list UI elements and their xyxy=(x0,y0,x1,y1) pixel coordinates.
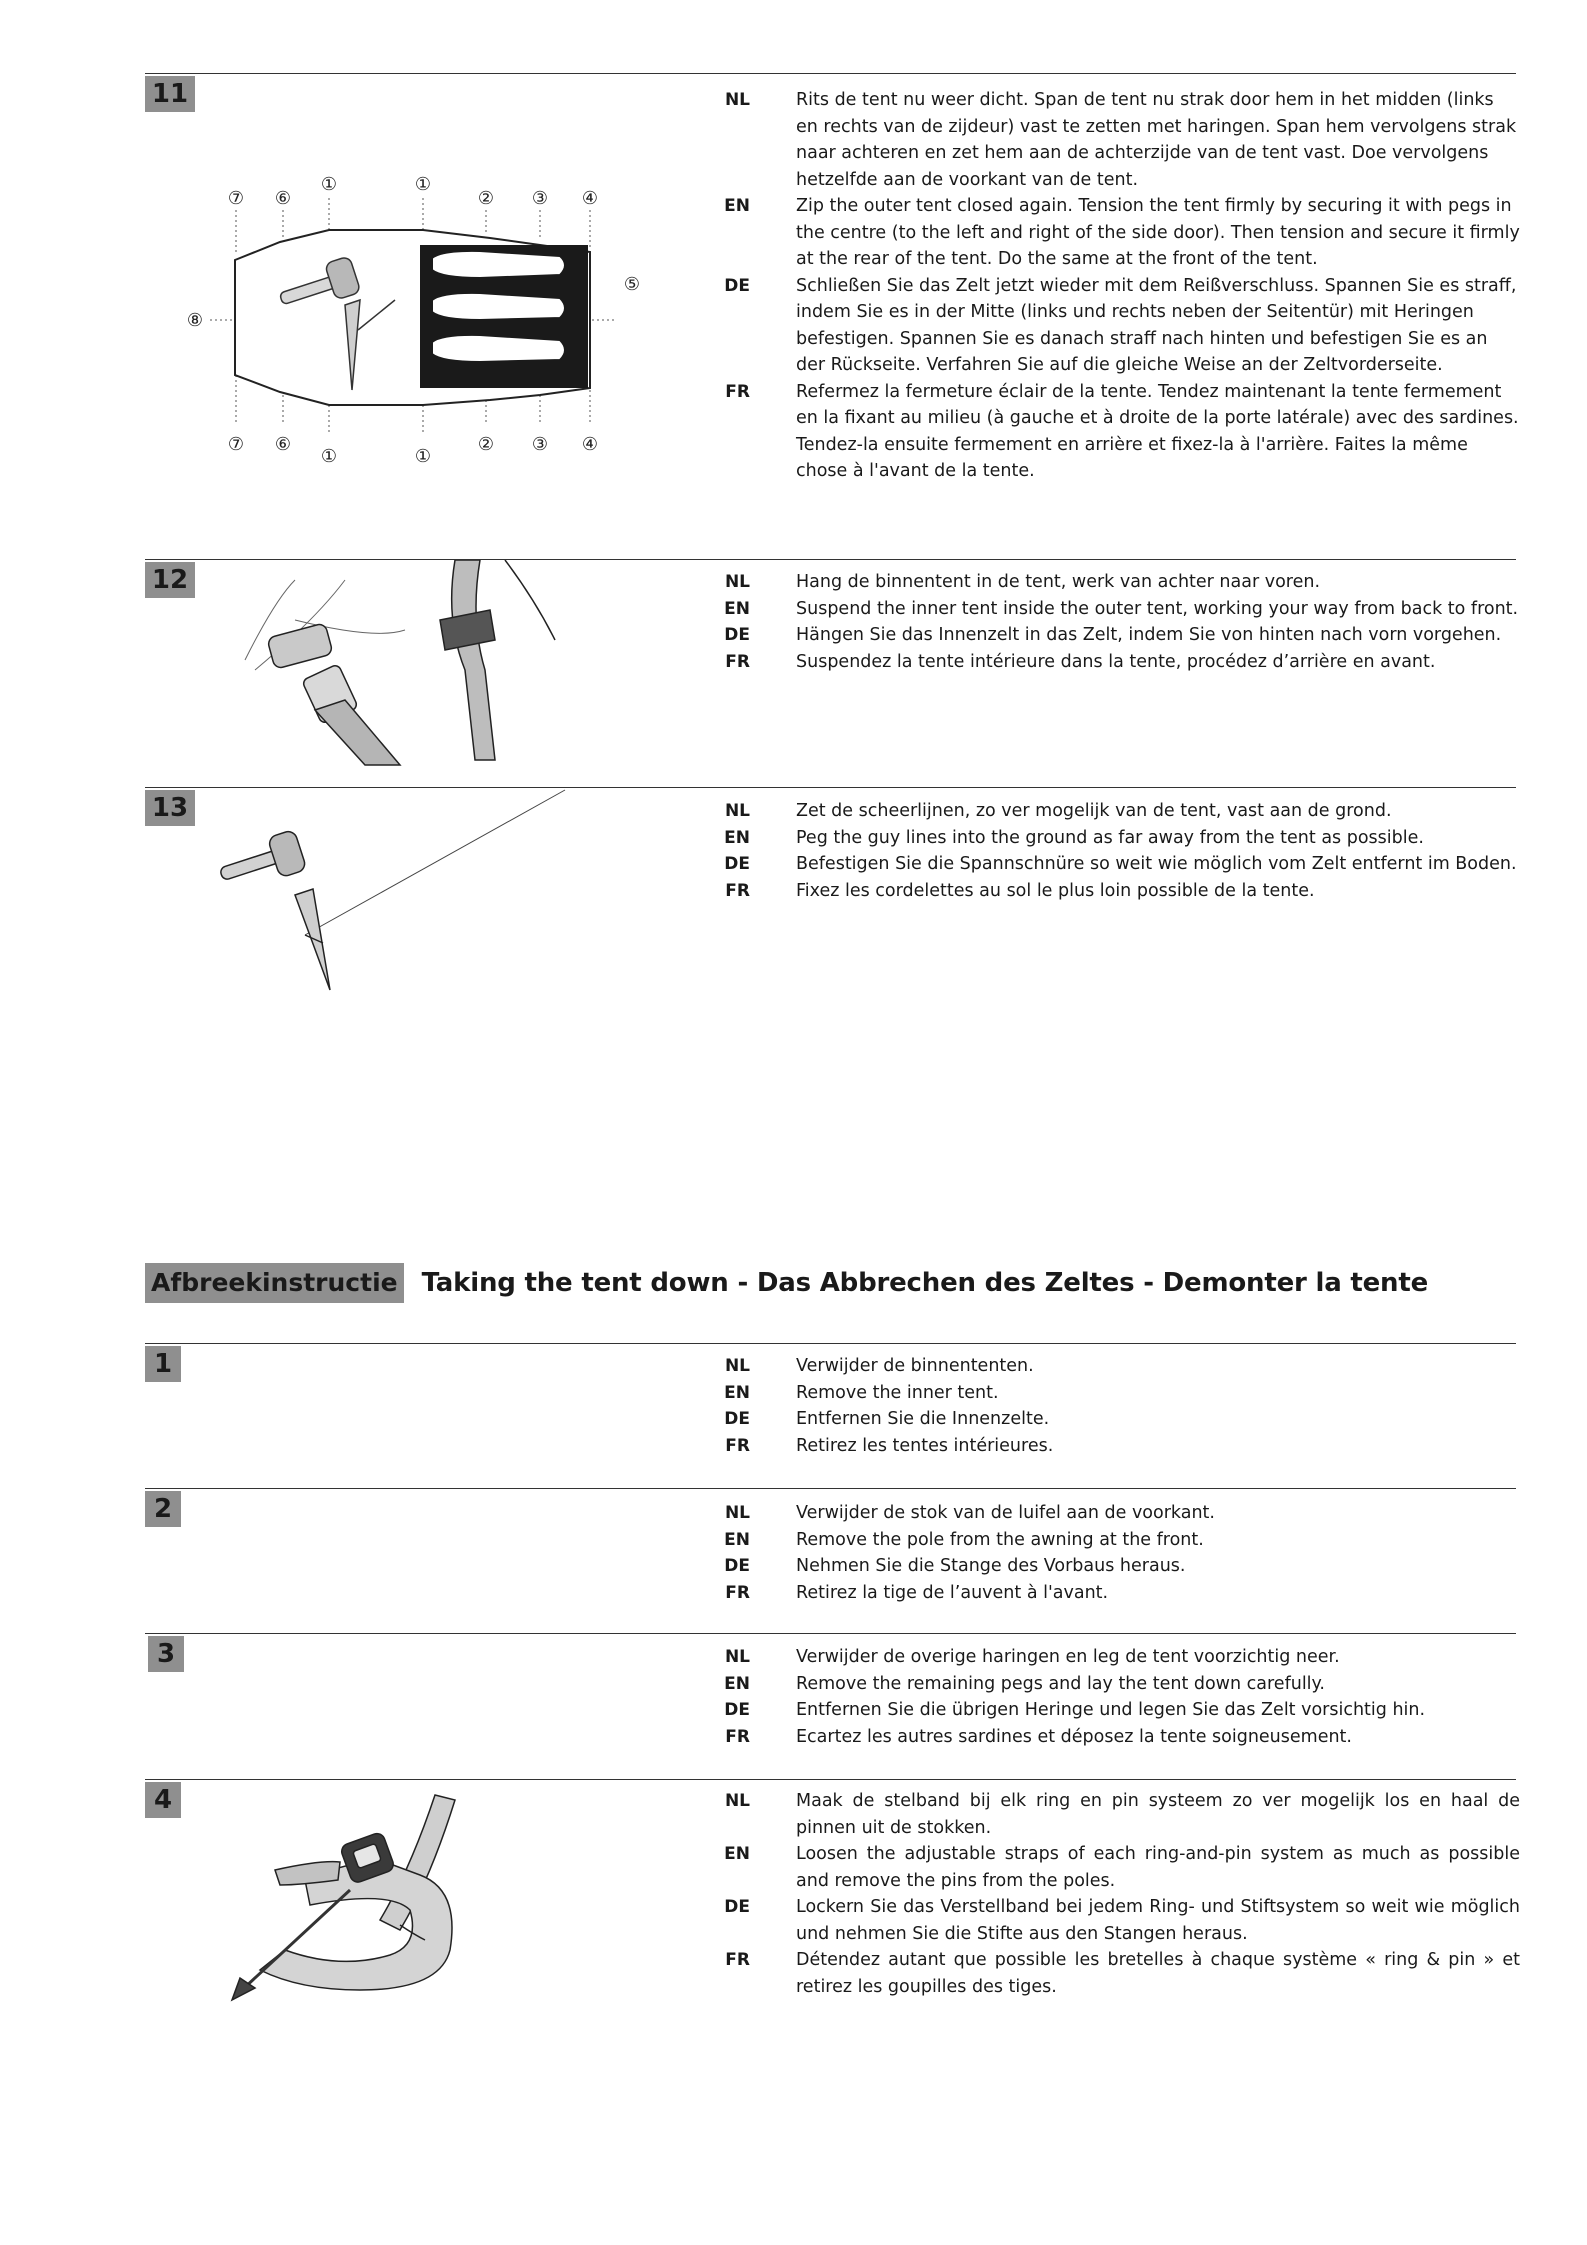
instruction-texts xyxy=(660,1788,1520,2000)
lang-row-en xyxy=(660,596,1520,623)
language-code: EN xyxy=(724,1673,750,1694)
lang-row-en xyxy=(660,825,1520,852)
instruction-text: Zip the outer tent closed again. Tension the tent firmly by securing it with pegs in the centre (to the left and right of the side door). Then tension and secure it firmly at the rear of the tent. Do the same at the front of the tent. xyxy=(796,196,1520,269)
divider xyxy=(145,1343,1516,1344)
lang-row-de xyxy=(660,1697,1520,1724)
callout-label: ① xyxy=(414,446,432,467)
language-code: FR xyxy=(725,1435,750,1456)
lang-row-nl xyxy=(660,798,1520,825)
language-code: NL xyxy=(724,1647,750,1667)
lang-row-en xyxy=(660,193,1520,273)
instruction-text: Verwijder de binnententen. xyxy=(796,1356,1034,1376)
lang-row-fr xyxy=(660,649,1520,676)
language-code: FR xyxy=(725,1950,750,1970)
callout-label: ④ xyxy=(581,188,599,209)
divider xyxy=(145,1779,1516,1780)
instruction-text: Remove the remaining pegs and lay the tent down carefully. xyxy=(796,1673,1325,1694)
instruction-text: Retirez les tentes intérieures. xyxy=(796,1435,1054,1456)
lang-row-fr xyxy=(660,1947,1520,2000)
language-code: EN xyxy=(724,196,750,216)
step-number: 2 xyxy=(145,1491,181,1527)
instruction-texts xyxy=(660,569,1520,675)
lang-row-en xyxy=(660,1841,1520,1894)
language-code: EN xyxy=(724,1382,750,1403)
step-number: 11 xyxy=(145,76,195,112)
lang-row-nl xyxy=(660,1500,1520,1527)
section-header xyxy=(145,1263,1428,1303)
instruction-texts xyxy=(660,798,1520,904)
callout-label: ⑦ xyxy=(227,188,245,209)
instruction-text: Lockern Sie das Verstellband bei jedem Ring- und Stiftsystem so weit wie möglich und nehmen Sie die Stifte aus den Stangen heraus. xyxy=(796,1897,1520,1944)
instruction-text: Nehmen Sie die Stange des Vorbaus heraus. xyxy=(796,1556,1186,1576)
callout-label: ② xyxy=(477,434,495,455)
instruction-text: Hang de binnentent in de tent, werk van achter naar voren. xyxy=(796,572,1321,592)
language-code: FR xyxy=(725,381,750,402)
callout-label: ③ xyxy=(531,188,549,209)
lang-row-de xyxy=(660,622,1520,649)
lang-row-fr xyxy=(660,878,1520,905)
language-code: DE xyxy=(724,625,750,645)
lang-row-nl xyxy=(660,1788,1520,1841)
divider xyxy=(145,1633,1516,1634)
language-code: DE xyxy=(724,1700,750,1720)
instruction-text: Befestigen Sie die Spannschnüre so weit wie möglich vom Zelt entfernt im Boden. xyxy=(796,854,1517,874)
lang-row-nl xyxy=(660,1353,1520,1380)
language-code: NL xyxy=(724,1791,750,1811)
step-number: 1 xyxy=(145,1346,181,1382)
lang-row-de xyxy=(660,1894,1520,1947)
lang-row-en xyxy=(660,1671,1520,1698)
step-number: 12 xyxy=(145,562,195,598)
callout-label: ① xyxy=(320,446,338,467)
lang-row-nl xyxy=(660,87,1520,193)
callout-label: ② xyxy=(477,188,495,209)
language-code: EN xyxy=(724,1529,750,1550)
language-code: NL xyxy=(724,1503,750,1523)
lang-row-nl xyxy=(660,1644,1520,1671)
instruction-text: Détendez autant que possible les bretelles à chaque système « ring & pin » et retirez les goupilles des tiges. xyxy=(796,1950,1520,1997)
callout-label: ⑧ xyxy=(186,310,204,331)
step-number: 4 xyxy=(145,1782,181,1818)
lang-row-nl xyxy=(660,569,1520,596)
instruction-text: Entfernen Sie die übrigen Heringe und legen Sie das Zelt vorsichtig hin. xyxy=(796,1700,1426,1720)
lang-row-fr xyxy=(660,379,1520,485)
lang-row-de xyxy=(660,1406,1520,1433)
lang-row-fr xyxy=(660,1433,1520,1460)
callout-label: ⑤ xyxy=(623,274,641,295)
language-code: EN xyxy=(724,827,750,848)
language-code: DE xyxy=(724,1556,750,1576)
callout-label: ④ xyxy=(581,434,599,455)
language-code: EN xyxy=(724,1844,750,1864)
language-code: FR xyxy=(725,1582,750,1603)
language-code: DE xyxy=(724,275,750,296)
instruction-text: Retirez la tige de l’auvent à l'avant. xyxy=(796,1582,1109,1603)
lang-row-fr xyxy=(660,1724,1520,1751)
instruction-text: Remove the pole from the awning at the front. xyxy=(796,1529,1204,1550)
lang-row-de xyxy=(660,273,1520,379)
instruction-text: Hängen Sie das Innenzelt in das Zelt, indem Sie von hinten nach vorn vorgehen. xyxy=(796,625,1502,645)
lang-row-fr xyxy=(660,1580,1520,1607)
section-title: Taking the tent down - Das Abbrechen des Zeltes - Demonter la tente xyxy=(421,1268,1429,1298)
language-code: FR xyxy=(725,880,750,901)
callout-label: ⑥ xyxy=(274,188,292,209)
language-code: EN xyxy=(724,598,750,619)
callout-label: ⑦ xyxy=(227,434,245,455)
callout-label: ① xyxy=(320,174,338,195)
language-code: FR xyxy=(725,1726,750,1747)
step-number: 3 xyxy=(148,1636,184,1672)
language-code: DE xyxy=(724,854,750,874)
section-badge: Afbreekinstructie xyxy=(145,1263,404,1303)
guy-line-peg-illustration xyxy=(205,785,570,1000)
instruction-text: Maak de stelband bij elk ring en pin systeem zo ver mogelijk los en haal de pinnen uit de stokken. xyxy=(796,1791,1520,1838)
instruction-texts xyxy=(660,1644,1520,1750)
instruction-text: Refermez la fermeture éclair de la tente. Tendez maintenant la tente fermement en la fixant au milieu (à gauche et à droite de la porte latérale) avec des sardines. Tendez-la ensuite fermement en arrière et fixez-la à l'arrière. Faites la même chose à l'avant de la tente. xyxy=(796,381,1519,481)
language-code: NL xyxy=(724,801,750,821)
divider xyxy=(145,73,1516,74)
instruction-text: Ecartez les autres sardines et déposez la tente soigneusement. xyxy=(796,1726,1352,1747)
instruction-text: Fixez les cordelettes au sol le plus loin possible de la tente. xyxy=(796,880,1315,901)
step-number: 13 xyxy=(145,790,195,826)
instruction-texts xyxy=(660,1353,1520,1459)
instruction-text: Loosen the adjustable straps of each ring-and-pin system as much as possible and remove the pins from the poles. xyxy=(796,1844,1520,1891)
instruction-text: Peg the guy lines into the ground as far away from the tent as possible. xyxy=(796,827,1424,848)
language-code: DE xyxy=(724,1409,750,1429)
lang-row-de xyxy=(660,1553,1520,1580)
callout-label: ⑥ xyxy=(274,434,292,455)
lang-row-de xyxy=(660,851,1520,878)
instruction-text: Rits de tent nu weer dicht. Span de tent nu strak door hem in het midden (links en rechts van de zijdeur) vast te zetten met haringen. Span hem vervolgens strak naar achteren en zet hem aan de achterzijde van de tent vast. Doe vervolgens hetzelfde aan de voorkant van de tent. xyxy=(796,90,1517,190)
instruction-text: Entfernen Sie die Innenzelte. xyxy=(796,1409,1050,1429)
callout-label: ① xyxy=(414,174,432,195)
language-code: NL xyxy=(724,572,750,592)
lang-row-en xyxy=(660,1527,1520,1554)
language-code: NL xyxy=(724,1356,750,1376)
ring-pin-strap-illustration xyxy=(230,1790,480,2015)
language-code: DE xyxy=(724,1897,750,1917)
instruction-text: Verwijder de stok van de luifel aan de voorkant. xyxy=(796,1503,1215,1523)
instruction-texts xyxy=(660,1500,1520,1606)
language-code: NL xyxy=(724,90,750,110)
instruction-text: Suspendez la tente intérieure dans la tente, procédez d’arrière en avant. xyxy=(796,651,1436,672)
instruction-text: Suspend the inner tent inside the outer tent, working your way from back to front. xyxy=(796,598,1519,619)
instruction-text: Remove the inner tent. xyxy=(796,1382,999,1403)
divider xyxy=(145,1488,1516,1489)
instruction-text: Verwijder de overige haringen en leg de tent voorzichtig neer. xyxy=(796,1647,1340,1667)
callout-label: ③ xyxy=(531,434,549,455)
instruction-texts xyxy=(660,87,1520,485)
lang-row-en xyxy=(660,1380,1520,1407)
inner-tent-buckle-illustration xyxy=(235,560,565,770)
instruction-text: Zet de scheerlijnen, zo ver mogelijk van de tent, vast aan de grond. xyxy=(796,801,1392,821)
language-code: FR xyxy=(725,651,750,672)
tent-pegging-diagram xyxy=(180,160,650,470)
instruction-text: Schließen Sie das Zelt jetzt wieder mit dem Reißverschluss. Spannen Sie es straff, indem Sie es in der Mitte (links und rechts neben der Seitentür) mit Heringen befestigen. Spannen Sie es danach straff nach hinten und befestigen Sie es an der Rückseite. Verfahren Sie auf die gleiche Weise an der Zeltvorderseite. xyxy=(796,275,1517,375)
